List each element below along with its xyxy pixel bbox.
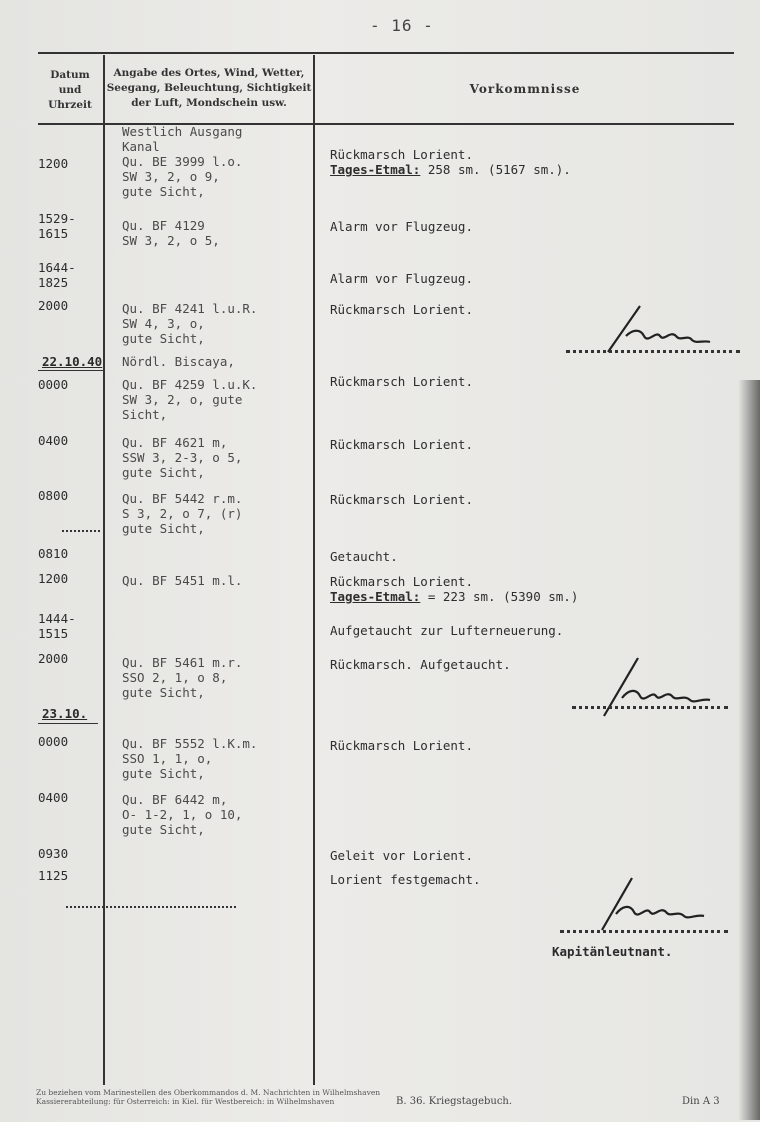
date-marker: 22.10.40 (42, 354, 103, 369)
column-divider-2 (313, 55, 315, 1085)
signature-mark (600, 654, 720, 720)
row-vorkommnisse: Rückmarsch Lorient. Tages-Etmal: = 223 sm. (5390 sm.) (330, 574, 579, 604)
row-separator-dots (62, 530, 100, 532)
row-ort: Qu. BF 6442 m, O- 1-2, 1, o 10, gute Sicht, (122, 792, 243, 837)
row-vorkommnisse: Geleit vor Lorient. (330, 848, 473, 863)
signature-dotted-line (566, 350, 740, 353)
row-ort: Qu. BF 5552 l.K.m. SSO 1, 1, o, gute Sicht, (122, 736, 258, 781)
row-time: 2000 (38, 298, 69, 313)
row-vorkommnisse: Rückmarsch. Aufgetaucht. (330, 657, 511, 672)
date-rule (38, 723, 98, 724)
header-ort: Angabe des Ortes, Wind, Wetter, Seegang, Beleuchtung, Sichtigkeit der Luft, Mondschein usw. (106, 67, 312, 109)
header-vorkommnisse: Vorkommnisse (469, 82, 581, 96)
row-ort: Nördl. Biscaya, Qu. BF 4259 l.u.K. SW 3, 2, o, gute Sicht, (122, 354, 258, 422)
row-time: 0400 (38, 433, 69, 448)
row-time: 0000 (38, 734, 69, 749)
row-ort: Qu. BF 5451 m.l. (122, 573, 243, 588)
row-ort: Qu. BF 4621 m, SSW 3, 2-3, o 5, gute Sicht, (122, 435, 243, 480)
row-vorkommnisse: Rückmarsch Lorient. (330, 738, 473, 753)
footer-paper-size: Din A 3 (682, 1096, 720, 1107)
footer-form-name: B. 36. Kriegstagebuch. (396, 1096, 513, 1107)
row-time: 1644- 1825 (38, 260, 76, 290)
etmal-label: Tages-Etmal: (330, 589, 421, 604)
date-rule (38, 370, 104, 371)
row-ort: Qu. BF 5442 r.m. S 3, 2, o 7, (r) gute Sicht, (122, 491, 243, 536)
row-time: 2000 (38, 651, 69, 666)
etmal-value: = 223 sm. (5390 sm.) (427, 589, 579, 604)
footer-note: Zu beziehen vom Marinestellen des Oberkommandos d. M. Nachrichten in Wilhelmshaven Kassiererabteilung: für Osterreich: in Kiel. für Westbereich: in Wilhelmshaven (36, 1088, 381, 1106)
row-time: 0400 (38, 790, 69, 805)
page-edge-shadow (738, 380, 760, 1120)
row-ort: Qu. BF 4129 SW 3, 2, o 5, (122, 218, 220, 248)
table-top-rule (38, 52, 734, 54)
row-time: 0800 (38, 488, 69, 503)
row-vorkommnisse: Rückmarsch Lorient. (330, 374, 473, 389)
row-vorkommnisse: Rückmarsch Lorient. (330, 437, 473, 452)
row-vorkommnisse: Alarm vor Flugzeug. (330, 219, 473, 234)
signature-title: Kapitänleutnant. (552, 944, 673, 959)
row-vorkommnisse: Getaucht. (330, 549, 398, 564)
row-time: 1529- 1615 (38, 211, 76, 241)
row-time: 1125 (38, 868, 69, 883)
row-ort: Qu. BF 5461 m.r. SSO 2, 1, o 8, gute Sicht, (122, 655, 243, 700)
row-ort: Qu. BF 4241 l.u.R. SW 4, 3, o, gute Sicht, (122, 301, 258, 346)
row-time: 1200 (38, 156, 69, 171)
header-datum: Datum und Uhrzeit (48, 69, 92, 111)
row-vorkommnisse: Aufgetaucht zur Lufterneuerung. (330, 623, 564, 638)
column-divider-1 (103, 55, 105, 1085)
row-time: 0810 (38, 546, 69, 561)
row-vorkommnisse: Rückmarsch Lorient. (330, 302, 473, 317)
etmal-label: Tages-Etmal: (330, 162, 421, 177)
row-time: 1444- 1515 (38, 611, 76, 641)
page-number: - 16 - (370, 16, 434, 35)
row-time: 0930 (38, 846, 69, 861)
signature-dotted-line (572, 706, 728, 709)
row-vorkommnisse: Lorient festgemacht. (330, 872, 481, 887)
row-vorkommnisse: Rückmarsch Lorient. (330, 492, 473, 507)
signature-mark (596, 874, 716, 936)
row-vorkommnisse: Alarm vor Flugzeug. (330, 271, 473, 286)
signature-dotted-line (560, 930, 728, 933)
row-time: 0000 (38, 377, 69, 392)
end-dotted-line (66, 906, 236, 908)
row-vorkommnisse: Rückmarsch Lorient. Tages-Etmal: 258 sm. (5167 sm.). (330, 147, 571, 177)
row-ort: Westlich Ausgang Kanal Qu. BE 3999 l.o. SW 3, 2, o 9, gute Sicht, (122, 124, 243, 199)
etmal-value: 258 sm. (5167 sm.). (427, 162, 571, 177)
row-time: 1200 (38, 571, 69, 586)
date-marker: 23.10. (42, 706, 88, 721)
